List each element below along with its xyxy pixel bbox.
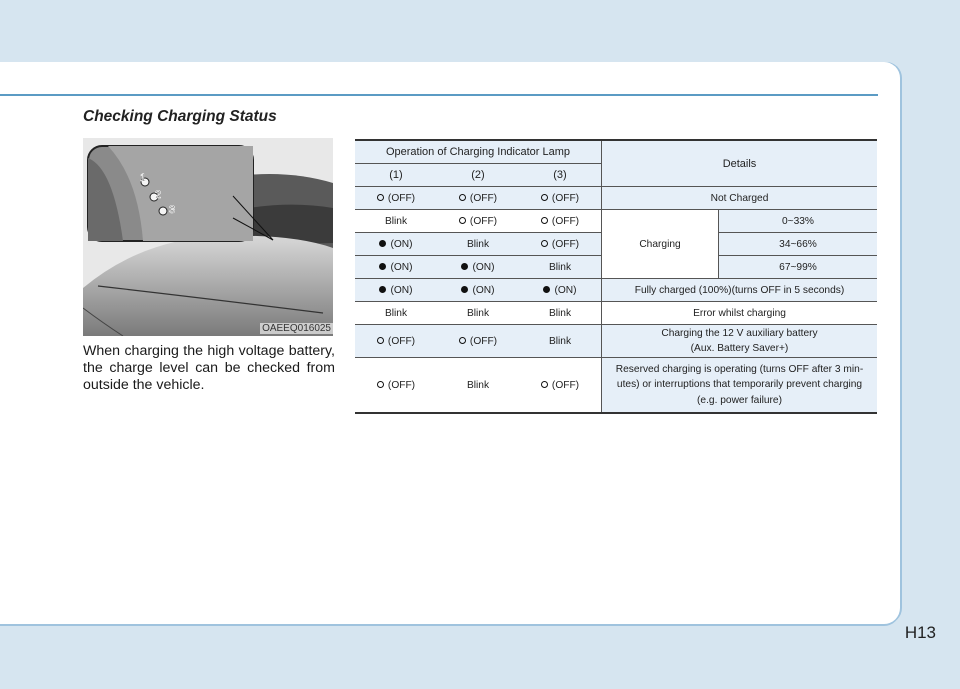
- on-lamp-icon: [461, 263, 468, 270]
- off-lamp-icon: [459, 194, 466, 201]
- lamp-cell: (OFF): [355, 187, 437, 210]
- table-row: [355, 210, 877, 233]
- callout-3: 3: [169, 204, 176, 216]
- lamp-cell: (OFF): [519, 358, 602, 414]
- detail-cell: 0~33%: [719, 210, 878, 233]
- detail-cell: Not Charged: [602, 187, 878, 210]
- off-lamp-icon: [541, 381, 548, 388]
- lamp-cell: Blink: [437, 358, 519, 414]
- lamp-cell: (ON): [437, 279, 519, 302]
- on-lamp-icon: [379, 240, 386, 247]
- detail-cell: Fully charged (100%)(turns OFF in 5 seconds): [602, 279, 878, 302]
- off-lamp-icon: [459, 337, 466, 344]
- header-lamp-3: (3): [519, 164, 602, 187]
- on-lamp-icon: [379, 286, 386, 293]
- lamp-cell: Blink: [437, 233, 519, 256]
- figure-code: OAEEQ016025: [262, 323, 331, 334]
- header-rule: [0, 94, 878, 96]
- table-row: [355, 187, 877, 210]
- lamp-cell: (ON): [355, 279, 437, 302]
- lamp-cell: (ON): [519, 279, 602, 302]
- lamp-cell: (OFF): [519, 187, 602, 210]
- table-row: [355, 302, 877, 325]
- detail-cell: 34~66%: [719, 233, 878, 256]
- vehicle-photo: [83, 138, 333, 336]
- lamp-cell: (OFF): [437, 325, 519, 358]
- detail-cell: Error whilst charging: [602, 302, 878, 325]
- detail-cell: [602, 358, 878, 414]
- lamp-cell: Blink: [519, 325, 602, 358]
- lamp-cell: (OFF): [519, 233, 602, 256]
- reserved-line-2: utes) or interruptions that temporarily prevent charging: [616, 379, 863, 391]
- lamp-cell: (OFF): [519, 210, 602, 233]
- lamp-cell: (OFF): [437, 187, 519, 210]
- lamp-cell: (OFF): [355, 325, 437, 358]
- off-lamp-icon: [541, 194, 548, 201]
- header-lamp-2: (2): [437, 164, 519, 187]
- lamp-cell: (OFF): [437, 210, 519, 233]
- aux-line-2: (Aux. Battery Saver+): [690, 343, 789, 354]
- charging-cell: Charging: [602, 210, 719, 279]
- lamp-cell: (ON): [355, 233, 437, 256]
- on-lamp-icon: [461, 286, 468, 293]
- aux-line-1: Charging the 12 V auxiliary battery: [661, 328, 818, 339]
- page-number: H13: [904, 623, 936, 642]
- lamp-cell: (ON): [437, 256, 519, 279]
- detail-cell: 67~99%: [719, 256, 878, 279]
- detail-cell: [602, 325, 878, 358]
- off-lamp-icon: [377, 381, 384, 388]
- reserved-line-1: Reserved charging is operating (turns OFF after 3 min-: [615, 363, 864, 375]
- vehicle-illustration: [83, 138, 333, 336]
- lamp-cell: Blink: [355, 210, 437, 233]
- off-lamp-icon: [459, 217, 466, 224]
- off-lamp-icon: [541, 217, 548, 224]
- lamp-cell: Blink: [355, 302, 437, 325]
- table-row: [355, 279, 877, 302]
- table-row: [355, 358, 877, 414]
- off-lamp-icon: [377, 337, 384, 344]
- header-indicator-group: Operation of Charging Indicator Lamp: [355, 140, 602, 164]
- lamp-cell: (ON): [355, 256, 437, 279]
- lamp-cell: Blink: [519, 302, 602, 325]
- lamp-cell: Blink: [437, 302, 519, 325]
- off-lamp-icon: [377, 194, 384, 201]
- lamp-cell: Blink: [519, 256, 602, 279]
- lamp-cell: (OFF): [355, 358, 437, 414]
- on-lamp-icon: [543, 286, 550, 293]
- header-lamp-1: (1): [355, 164, 437, 187]
- header-details: Details: [602, 140, 878, 187]
- table-row: [355, 325, 877, 358]
- off-lamp-icon: [541, 240, 548, 247]
- section-title: Checking Charging Status: [83, 108, 277, 125]
- callout-1: 1: [140, 172, 147, 184]
- on-lamp-icon: [379, 263, 386, 270]
- reserved-line-3: (e.g. power failure): [697, 394, 782, 406]
- body-paragraph: When charging the high voltage battery, the charge level can be checked from outside the vehicle.: [83, 343, 335, 393]
- callout-2: 2: [155, 189, 162, 201]
- charging-status-table: [355, 139, 877, 414]
